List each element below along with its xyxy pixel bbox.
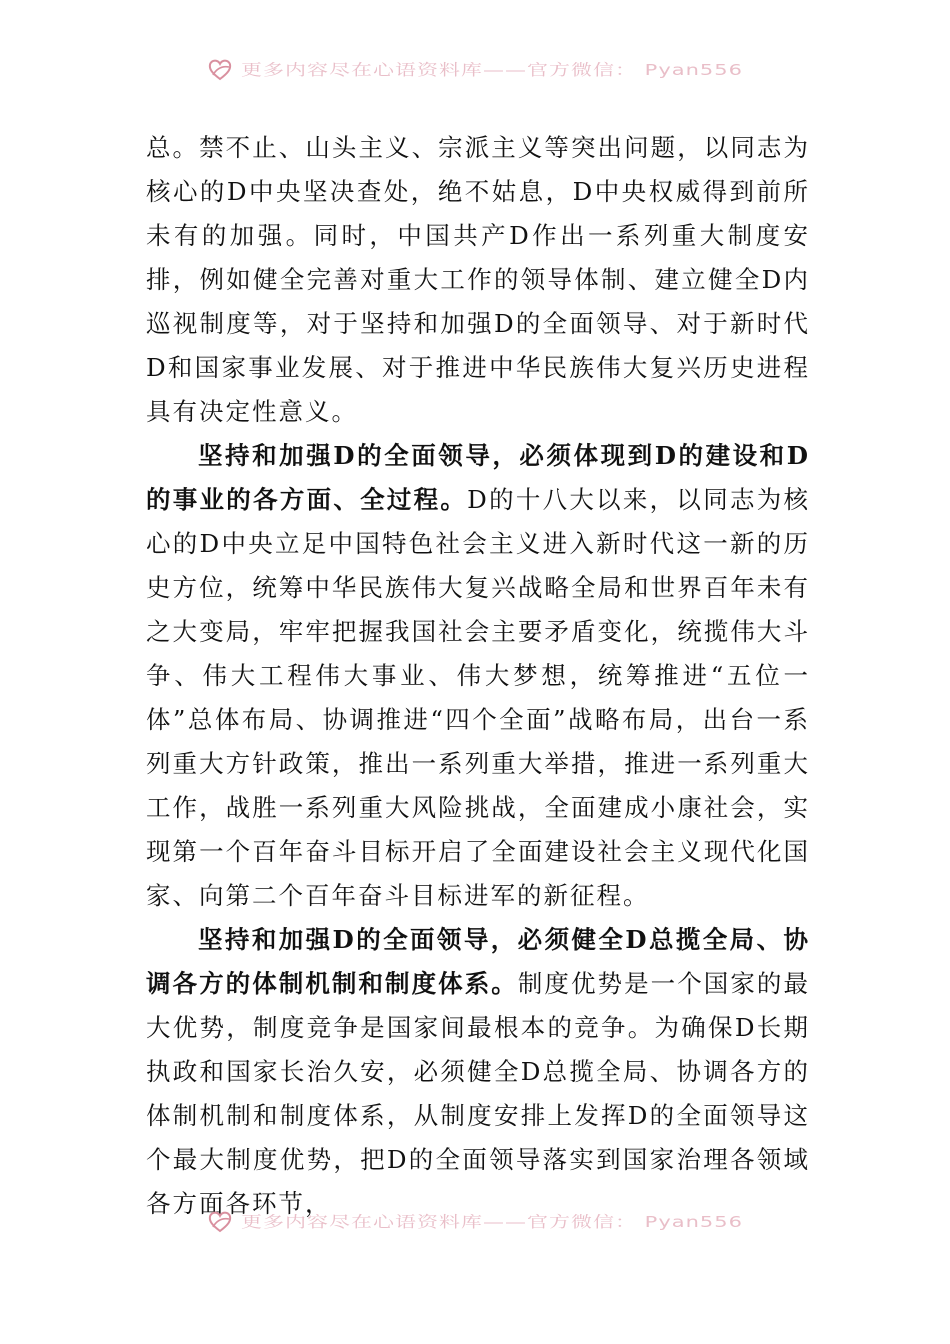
heart-logo-icon bbox=[207, 1208, 233, 1234]
paragraph-1 bbox=[146, 126, 810, 434]
footer-watermark bbox=[0, 1204, 950, 1238]
paragraph-2 bbox=[146, 434, 810, 918]
paragraph-1-text: 总。禁不止、山头主义、宗派主义等突出问题，以同志为核心的D中央坚决查处，绝不姑息，D中央权威得到前所未有的加强。同时，中国共产D作出一系列重大制度安排，例如健全完善对重大工作的领导体制、建立健全D内巡视制度等，对于坚持和加强D的全面领导、对于新时代D和国家事业发展、对于推进中华民族伟大复兴历史进程具有决定性意义。 bbox=[146, 133, 810, 426]
document-body bbox=[146, 126, 810, 1226]
paragraph-3-heading: 坚持和加强D的全面领导，必须健全D总揽全局、协调各方的体制机制和制度体系。 bbox=[146, 925, 810, 998]
header-watermark bbox=[0, 52, 950, 86]
watermark-text: 更多内容尽在心语资料库——官方微信： Pyan556 bbox=[240, 61, 744, 79]
watermark-text: 更多内容尽在心语资料库——官方微信： Pyan556 bbox=[240, 1213, 744, 1231]
paragraph-3-text: 制度优势是一个国家的最大优势，制度竞争是国家间最根本的竞争。为确保D长期执政和国家长治久安，必须健全D总揽全局、协调各方的体制机制和制度体系，从制度安排上发挥D的全面领导这个最大制度优势，把D的全面领导落实到国家治理各领域各方面各环节， bbox=[146, 969, 810, 1218]
paragraph-2-text: D的十八大以来，以同志为核心的D中央立足中国特色社会主义进入新时代这一新的历史方位，统筹中华民族伟大复兴战略全局和世界百年未有之大变局，牢牢把握我国社会主要矛盾变化，统揽伟大斗争、伟大工程伟大事业、伟大梦想，统筹推进“五位一体”总体布局、协调推进“四个全面”战略布局，出台一系列重大方针政策，推出一系列重大举措，推进一系列重大工作，战胜一系列重大风险挑战，全面建成小康社会，实现第一个百年奋斗目标开启了全面建设社会主义现代化国家、向第二个百年奋斗目标进军的新征程。 bbox=[146, 485, 810, 910]
heart-logo-icon bbox=[207, 56, 233, 82]
paragraph-2-heading: 坚持和加强D的全面领导，必须体现到D的建设和D的事业的各方面、全过程。 bbox=[146, 441, 810, 514]
paragraph-3 bbox=[146, 918, 810, 1226]
